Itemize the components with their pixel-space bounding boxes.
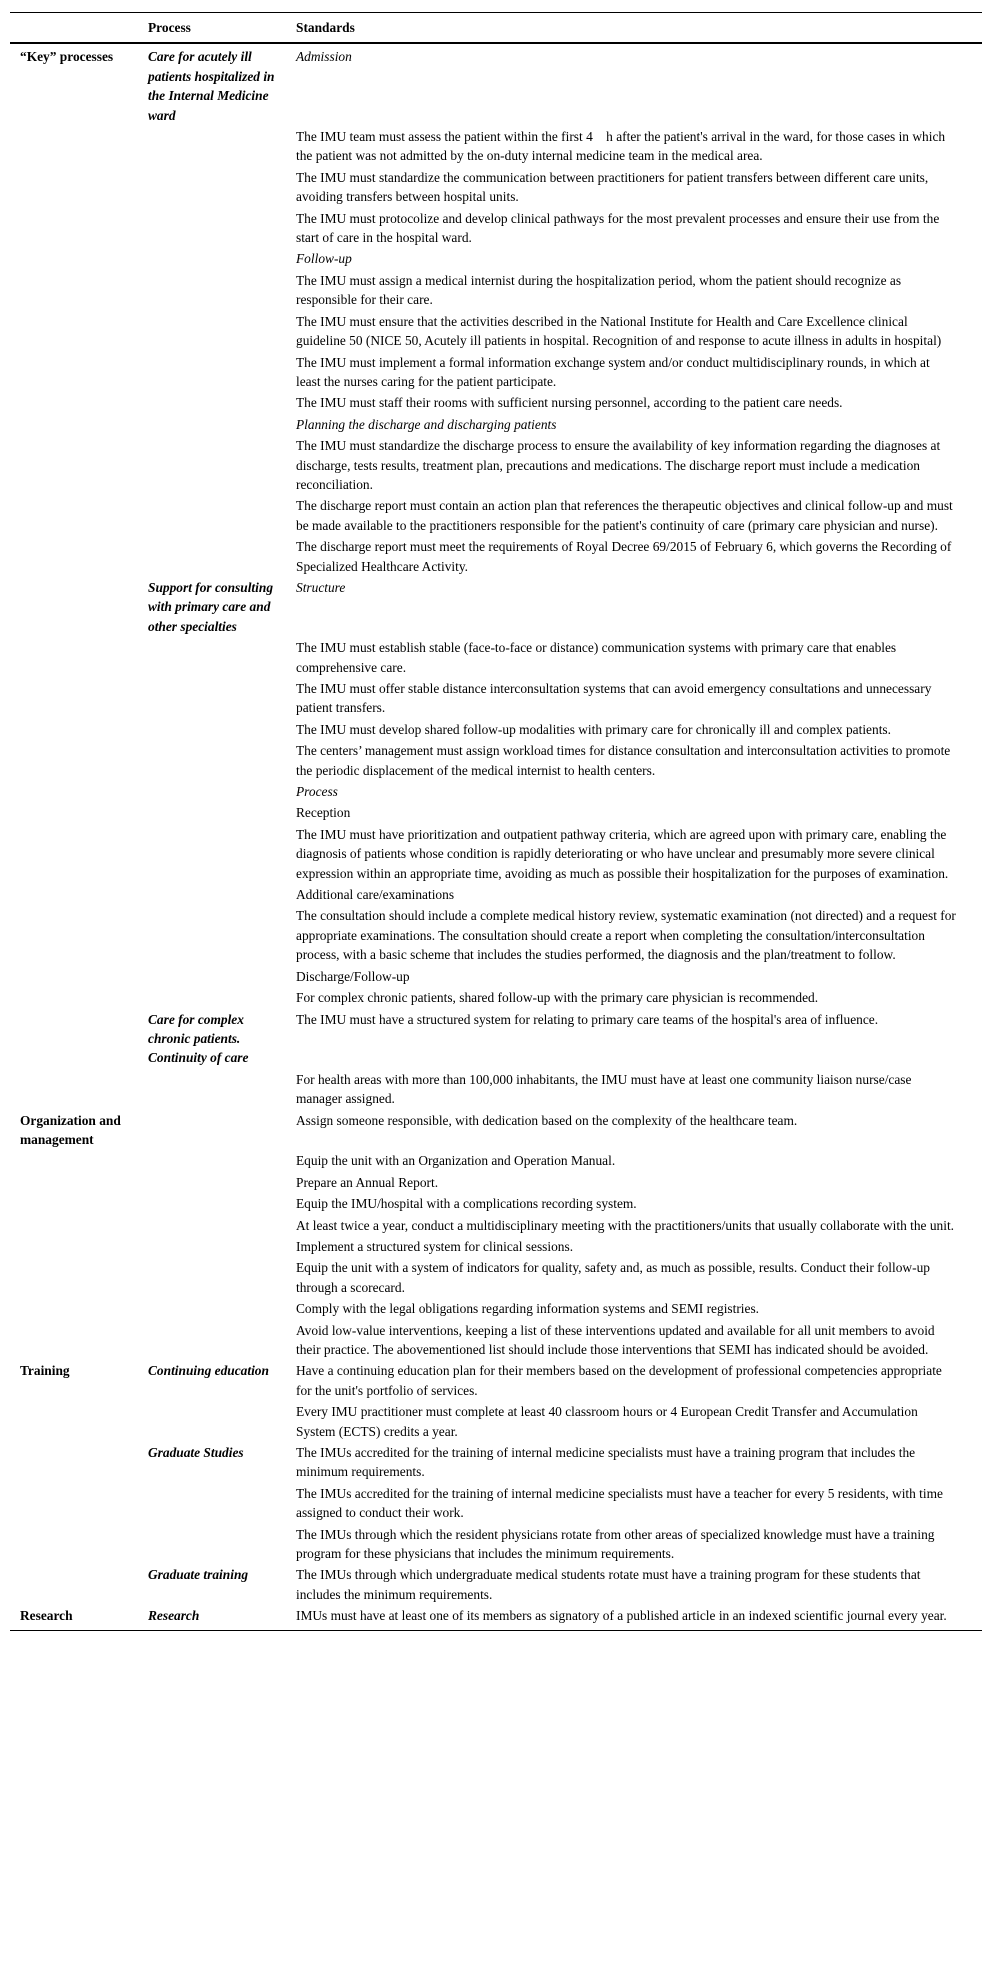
process-cell: Research	[138, 1605, 286, 1630]
process-cell	[138, 884, 286, 905]
table-row	[10, 352, 982, 393]
table-row	[10, 577, 982, 637]
process-cell	[138, 1236, 286, 1257]
process-cell	[138, 248, 286, 269]
category-cell	[10, 719, 138, 740]
standard-cell: Equip the unit with an Organization and Operation Manual.	[296, 1153, 616, 1169]
standard-cell: Equip the IMU/hospital with a complications recording system.	[296, 1196, 637, 1212]
process-cell: Graduate Studies	[148, 1445, 244, 1461]
process-cell: Graduate training	[148, 1567, 249, 1583]
header-category	[10, 13, 138, 44]
standard-cell: IMUs must have at least one of its members as signatory of a published article in an indexed scientific journal every year.	[286, 1605, 982, 1630]
standard-cell: The discharge report must meet the requirements of Royal Decree 69/2015 of February 6, which governs the Recording of Specialized Healthcare Activity.	[296, 539, 952, 574]
table-row	[10, 781, 982, 802]
process-cell	[138, 1257, 286, 1298]
standard-cell: The IMU must establish stable (face-to-face or distance) communication systems with primary care that enables comprehensive care.	[296, 640, 897, 675]
category-cell	[10, 435, 138, 495]
category-cell	[10, 167, 138, 208]
table-row	[10, 1605, 982, 1630]
table-row	[10, 905, 982, 965]
category-cell	[10, 495, 138, 536]
category-cell	[10, 1483, 138, 1524]
standard-cell: The IMUs through which undergraduate medical students rotate must have a training program for these students that includes the minimum requirements.	[296, 1567, 921, 1602]
category-cell	[10, 577, 138, 637]
standard-cell: The IMU must have a structured system for relating to primary care teams of the hospital's area of influence.	[296, 1011, 879, 1027]
process-cell	[138, 678, 286, 719]
table-row	[10, 1320, 982, 1361]
table-row	[10, 1442, 982, 1483]
category-cell	[10, 1172, 138, 1193]
process-cell	[138, 1172, 286, 1193]
category-cell	[10, 1009, 138, 1069]
category-cell	[10, 637, 138, 678]
process-cell	[138, 719, 286, 740]
category-cell	[10, 270, 138, 311]
table-row	[10, 126, 982, 167]
category-cell	[10, 1524, 138, 1565]
process-cell	[138, 1320, 286, 1361]
category-cell	[10, 781, 138, 802]
table-row	[10, 1236, 982, 1257]
standard-cell: The IMU must ensure that the activities described in the National Institute for Health and Care Excellence clinical guideline 50 (NICE 50, Acutely ill patients in hospital. Recognition of and response to acute illness in adults in hospital)	[296, 313, 942, 349]
category-cell	[10, 1215, 138, 1236]
category-cell	[10, 1193, 138, 1214]
standard-cell: The IMU must staff their rooms with sufficient nursing personnel, according to the patient care needs.	[296, 395, 843, 411]
process-cell	[138, 802, 286, 823]
process-cell	[138, 1401, 286, 1442]
process-cell	[138, 966, 286, 987]
standard-cell: The IMU must standardize the communication between practitioners for patient transfers between different care units, avoiding transfers between hospital units.	[296, 169, 929, 205]
process-cell: Care for acutely ill patients hospitalized in the Internal Medicine ward	[148, 49, 275, 123]
table-row	[10, 966, 982, 987]
standard-subheading: Process	[296, 784, 338, 800]
table-row	[10, 414, 982, 435]
standard-subheading: Follow-up	[296, 251, 352, 267]
standard-subheading: Structure	[296, 579, 346, 595]
table-row	[10, 1360, 982, 1401]
process-cell	[138, 1483, 286, 1524]
process-cell	[138, 311, 286, 352]
process-cell	[138, 167, 286, 208]
process-cell	[138, 495, 286, 536]
standard-cell: The IMU must implement a formal information exchange system and/or conduct multidisciplinary rounds, in which at least the nurses caring for the patient participate.	[296, 354, 930, 389]
category-cell	[10, 352, 138, 393]
table-row	[10, 248, 982, 269]
table-row	[10, 270, 982, 311]
standard-cell: At least twice a year, conduct a multidisciplinary meeting with the practitioners/units that usually collaborate with the unit.	[296, 1217, 955, 1233]
category-cell	[10, 1298, 138, 1319]
standard-cell: The IMU must assign a medical internist during the hospitalization period, whom the patient should recognize as responsible for their care.	[296, 272, 902, 308]
category-cell	[10, 248, 138, 269]
standard-cell: Equip the unit with a system of indicators for quality, safety and, as much as possible, results. Conduct their follow-up through a scorecard.	[296, 1260, 930, 1295]
table-row	[10, 1564, 982, 1605]
standard-cell: Assign someone responsible, with dedication based on the complexity of the healthcare team.	[296, 1112, 798, 1128]
table-row	[10, 802, 982, 823]
process-cell	[138, 1069, 286, 1110]
standard-cell: Have a continuing education plan for their members based on the development of professional competencies appropriate for the unit's portfolio of services.	[296, 1363, 942, 1398]
table-row	[10, 884, 982, 905]
standard-cell: The IMU must have prioritization and outpatient pathway criteria, which are agreed upon with primary care, enabling the diagnosis of patients whose condition is rapidly deteriorating or who have unclear and presumably more severe clinical expression within an appropriate time, avoiding as much as possible their hospitalization for the purposes of examination.	[296, 826, 949, 881]
standard-cell: The discharge report must contain an action plan that references the therapeutic objectives and clinical follow-up and must be made available to the practitioners responsible for the patient's continuity of care (primary care physician and nurse).	[296, 498, 953, 533]
category-cell	[10, 1564, 138, 1605]
table-row	[10, 495, 982, 536]
header-process: Process	[138, 13, 286, 44]
category-cell	[10, 414, 138, 435]
category-cell	[10, 824, 138, 884]
process-cell	[138, 1110, 286, 1151]
table-row	[10, 435, 982, 495]
table-row	[10, 1009, 982, 1069]
table-body	[10, 43, 982, 1630]
category-cell	[10, 1069, 138, 1110]
table-row	[10, 1215, 982, 1236]
standard-cell: Comply with the legal obligations regarding information systems and SEMI registries.	[296, 1301, 760, 1317]
standard-cell: Discharge/Follow-up	[296, 968, 410, 984]
standard-cell: Implement a structured system for clinical sessions.	[296, 1238, 574, 1254]
process-cell: Support for consulting with primary care and other specialties	[148, 579, 274, 634]
category-cell	[10, 1236, 138, 1257]
header-standards: Standards	[286, 13, 982, 44]
standard-cell: For complex chronic patients, shared follow-up with the primary care physician is recommended.	[296, 990, 819, 1006]
category-cell: “Key” processes	[20, 49, 114, 65]
category-cell	[10, 740, 138, 781]
standard-cell: The IMUs accredited for the training of internal medicine specialists must have a teacher for every 5 residents, with time assigned to conduct their work.	[296, 1485, 943, 1521]
table-row	[10, 43, 982, 126]
table-row	[10, 311, 982, 352]
table-row	[10, 1193, 982, 1214]
standard-cell: The IMUs through which the resident physicians rotate from other areas of specialized knowledge must have a training program for these physicians that includes the minimum requirements.	[296, 1526, 935, 1562]
standard-cell: Prepare an Annual Report.	[296, 1174, 439, 1190]
table-row	[10, 1401, 982, 1442]
category-cell	[10, 905, 138, 965]
table-row	[10, 719, 982, 740]
process-cell	[138, 126, 286, 167]
standard-cell: The IMU must develop shared follow-up modalities with primary care for chronically ill and complex patients.	[296, 721, 891, 737]
process-cell	[138, 536, 286, 577]
standard-cell: The IMU team must assess the patient within the first 4 h after the patient's arrival in the ward, for those cases in which the patient was not admitted by the on-duty internal medicine team in the medical area.	[296, 129, 946, 164]
standard-cell: Avoid low-value interventions, keeping a list of these interventions updated and available for all unit members to avoid their practice. The abovementioned list should include those interventions that SEMI has indicated should be avoided.	[296, 1322, 935, 1357]
process-cell	[138, 637, 286, 678]
table-row	[10, 392, 982, 413]
category-cell	[10, 311, 138, 352]
table-row	[10, 1150, 982, 1171]
table-row	[10, 824, 982, 884]
process-cell	[138, 987, 286, 1008]
process-cell	[138, 740, 286, 781]
category-cell	[10, 966, 138, 987]
table-row	[10, 987, 982, 1008]
table-row	[10, 678, 982, 719]
category-cell	[10, 884, 138, 905]
standard-cell: The IMUs accredited for the training of internal medicine specialists must have a training program that includes the minimum requirements.	[296, 1445, 916, 1480]
process-cell	[138, 270, 286, 311]
category-cell	[10, 1442, 138, 1483]
process-cell	[138, 414, 286, 435]
category-cell	[10, 208, 138, 249]
process-cell	[138, 1298, 286, 1319]
standard-cell: Every IMU practitioner must complete at least 40 classroom hours or 4 European Credit Transfer and Accumulation System (ECTS) credits a year.	[296, 1404, 918, 1439]
process-cell	[138, 1193, 286, 1214]
standard-cell: Additional care/examinations	[296, 887, 455, 903]
category-cell	[10, 1257, 138, 1298]
standard-cell: The IMU must offer stable distance interconsultation systems that can avoid emergency consultations and unnecessary patient transfers.	[296, 681, 932, 716]
table-row	[10, 1483, 982, 1524]
standard-cell: For health areas with more than 100,000 inhabitants, the IMU must have at least one community liaison nurse/case manager assigned.	[296, 1071, 912, 1107]
category-cell	[10, 392, 138, 413]
table-row	[10, 740, 982, 781]
category-cell	[10, 802, 138, 823]
process-cell	[138, 1215, 286, 1236]
category-cell: Research	[10, 1605, 138, 1630]
category-cell	[10, 1320, 138, 1361]
category-cell	[10, 536, 138, 577]
table-row	[10, 536, 982, 577]
process-cell	[138, 208, 286, 249]
category-cell	[10, 1150, 138, 1171]
table-row	[10, 1110, 982, 1151]
process-cell	[138, 435, 286, 495]
table-row	[10, 167, 982, 208]
standard-cell: Reception	[296, 805, 351, 821]
standard-subheading: Admission	[296, 49, 352, 65]
table-row	[10, 1298, 982, 1319]
process-cell: Care for complex chronic patients. Continuity of care	[148, 1011, 249, 1066]
table-row	[10, 1172, 982, 1193]
standards-table	[10, 12, 982, 1631]
process-cell	[138, 352, 286, 393]
standard-cell: The centers’ management must assign workload times for distance consultation and interconsultation activities to promote the periodic displacement of the medical internist to health centers.	[296, 743, 951, 778]
category-cell	[10, 678, 138, 719]
table-row	[10, 208, 982, 249]
process-cell	[138, 781, 286, 802]
category-cell: Training	[20, 1363, 70, 1379]
category-cell	[10, 1401, 138, 1442]
standard-cell: The IMU must standardize the discharge process to ensure the availability of key information regarding the diagnoses at discharge, tests results, treatment plan, precautions and medications. The discharge report must include a medication reconciliation.	[296, 438, 941, 492]
process-cell	[138, 905, 286, 965]
standard-subheading: Planning the discharge and discharging patients	[296, 416, 557, 432]
standard-cell: The consultation should include a complete medical history review, systematic examination (not directed) and a request for appropriate examinations. The consultation should create a report when completing the consultation/interconsultation process, with a basic scheme that includes the studies performed, the diagnosis and the plan/treatment to follow.	[296, 908, 956, 963]
process-cell	[138, 1524, 286, 1565]
table-row	[10, 637, 982, 678]
process-cell	[138, 392, 286, 413]
standard-cell: The IMU must protocolize and develop clinical pathways for the most prevalent processes and ensure their use from the start of care in the hospital ward.	[296, 210, 940, 246]
category-cell	[10, 987, 138, 1008]
category-cell	[10, 126, 138, 167]
process-cell	[138, 1150, 286, 1171]
category-cell: Organization and management	[20, 1112, 121, 1147]
table-row	[10, 1257, 982, 1298]
process-cell: Continuing education	[148, 1363, 269, 1379]
table-header	[10, 13, 982, 44]
table-row	[10, 1069, 982, 1110]
table-row	[10, 1524, 982, 1565]
process-cell	[138, 824, 286, 884]
